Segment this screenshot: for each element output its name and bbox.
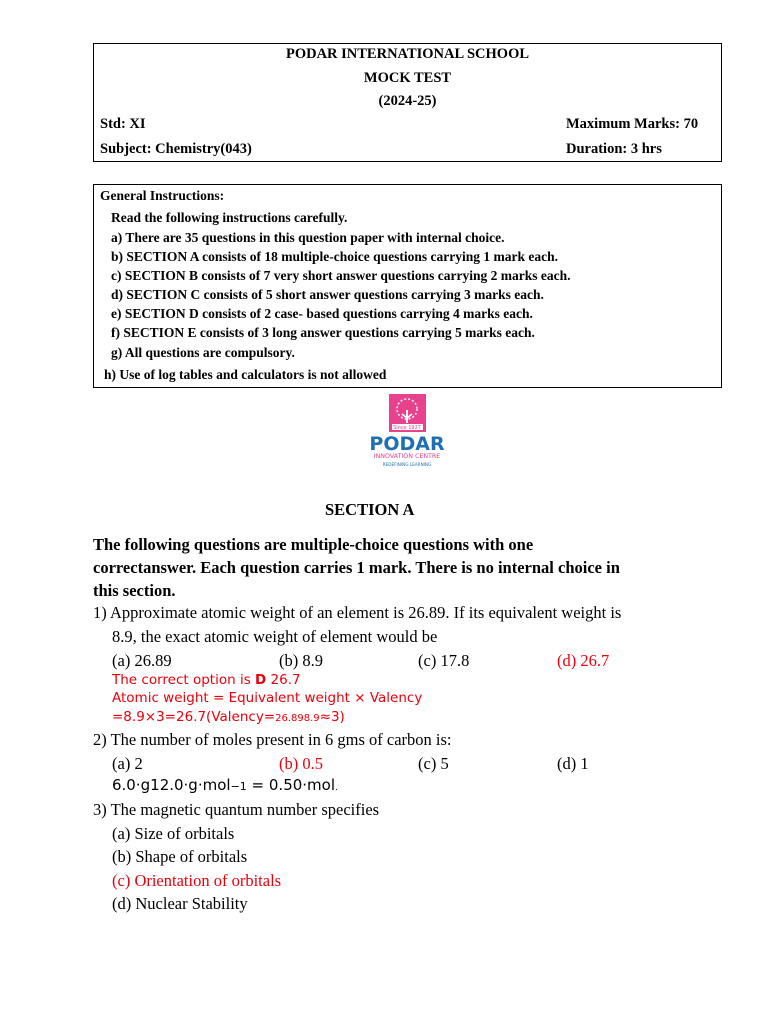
instructions-title: General Instructions: — [100, 188, 225, 203]
question-1-line2: 8.9, the exact atomic weight of element would be — [112, 627, 438, 646]
instruction-item: f) SECTION E consists of 3 long answer questions carrying 5 marks each. — [111, 325, 535, 340]
q2-option-c: (c) 5 — [418, 754, 449, 773]
test-title: MOCK TEST — [363, 70, 452, 86]
question-3-line1: 3) The magnetic quantum number specifies — [93, 800, 380, 819]
q1-explanation-1: Atomic weight = Equivalent weight × Valency — [112, 690, 423, 706]
q3-option-a: (a) Size of orbitals — [112, 824, 235, 843]
duration-label: Duration: 3 hrs — [566, 141, 662, 157]
q1-option-d-correct: (d) 26.7 — [557, 651, 610, 670]
instruction-item: d) SECTION C consists of 5 short answer questions carrying 3 marks each. — [111, 287, 544, 302]
instruction-item: Read the following instructions carefully. — [111, 210, 348, 225]
max-marks: Maximum Marks: 70 — [566, 116, 699, 132]
logo-line2: REDEFINING LEARNING — [382, 462, 432, 467]
logo-line1: INNOVATION CENTRE — [373, 453, 441, 460]
q1-explain-2a: =8.9×3=26.7(Valency= — [112, 709, 276, 725]
q3-option-b: (b) Shape of orbitals — [112, 847, 248, 866]
section-a-title: SECTION A — [325, 500, 415, 519]
question-1-line1: 1) Approximate atomic weight of an element is 26.89. If its equivalent weight is — [93, 603, 622, 622]
q2-option-b-correct: (b) 0.5 — [279, 754, 323, 773]
instruction-item: g) All questions are compulsory. — [111, 345, 295, 360]
instruction-item: c) SECTION B consists of 7 very short answer questions carrying 2 marks each. — [111, 268, 571, 283]
std-label: Std: XI — [100, 116, 146, 132]
q1-explain-2c: ≈3) — [319, 709, 345, 725]
q2-formula-c: = 0.50·mol — [246, 776, 336, 794]
q2-option-a: (a) 2 — [112, 754, 143, 773]
q3-option-c-correct: (c) Orientation of orbitals — [112, 871, 282, 890]
q2-option-d: (d) 1 — [557, 754, 589, 773]
section-intro-line: correctanswer. Each question carries 1 mark. There is no internal choice in — [93, 558, 620, 577]
logo-badge-text: Since 1927 — [393, 425, 421, 431]
instructions-box — [93, 184, 722, 388]
q2-formula — [112, 776, 338, 794]
logo-name: PODAR — [369, 433, 445, 455]
instruction-item: e) SECTION D consists of 2 case- based questions carrying 4 marks each. — [111, 306, 533, 321]
q2-formula-d: . — [335, 783, 338, 793]
q1-answer-prefix: The correct option is — [112, 672, 256, 688]
q2-formula-a: 6.0·g12.0·g·mol — [112, 776, 231, 794]
section-intro-line: The following questions are multiple-choice questions with one — [93, 535, 534, 554]
q1-explain-2b: 26.898.9 — [275, 713, 320, 724]
instruction-item: b) SECTION A consists of 18 multiple-choice questions carrying 1 mark each. — [111, 249, 559, 264]
q1-answer-value: 26.7 — [266, 672, 301, 688]
question-2-line1: 2) The number of moles present in 6 gms of carbon is: — [93, 730, 452, 749]
instruction-item: h) Use of log tables and calculators is not allowed — [104, 367, 387, 382]
subject-label: Subject: Chemistry(043) — [100, 141, 252, 157]
q3-option-d: (d) Nuclear Stability — [112, 894, 248, 913]
section-intro-line: this section. — [93, 581, 176, 600]
q1-answer-letter: D — [255, 672, 267, 688]
test-year: (2024-25) — [378, 93, 437, 109]
podar-logo — [361, 390, 453, 476]
q1-answer-line — [112, 672, 301, 688]
instruction-item: a) There are 35 questions in this question paper with internal choice. — [111, 230, 505, 245]
q1-option-b: (b) 8.9 — [279, 651, 323, 670]
header-box — [93, 43, 722, 162]
q1-option-c: (c) 17.8 — [418, 651, 470, 670]
school-name: PODAR INTERNATIONAL SCHOOL — [285, 46, 530, 62]
q2-formula-b: −1 — [230, 780, 247, 793]
podar-logo-graphic — [361, 390, 453, 476]
q1-explanation-2 — [112, 709, 345, 725]
q1-option-a: (a) 26.89 — [112, 651, 172, 670]
